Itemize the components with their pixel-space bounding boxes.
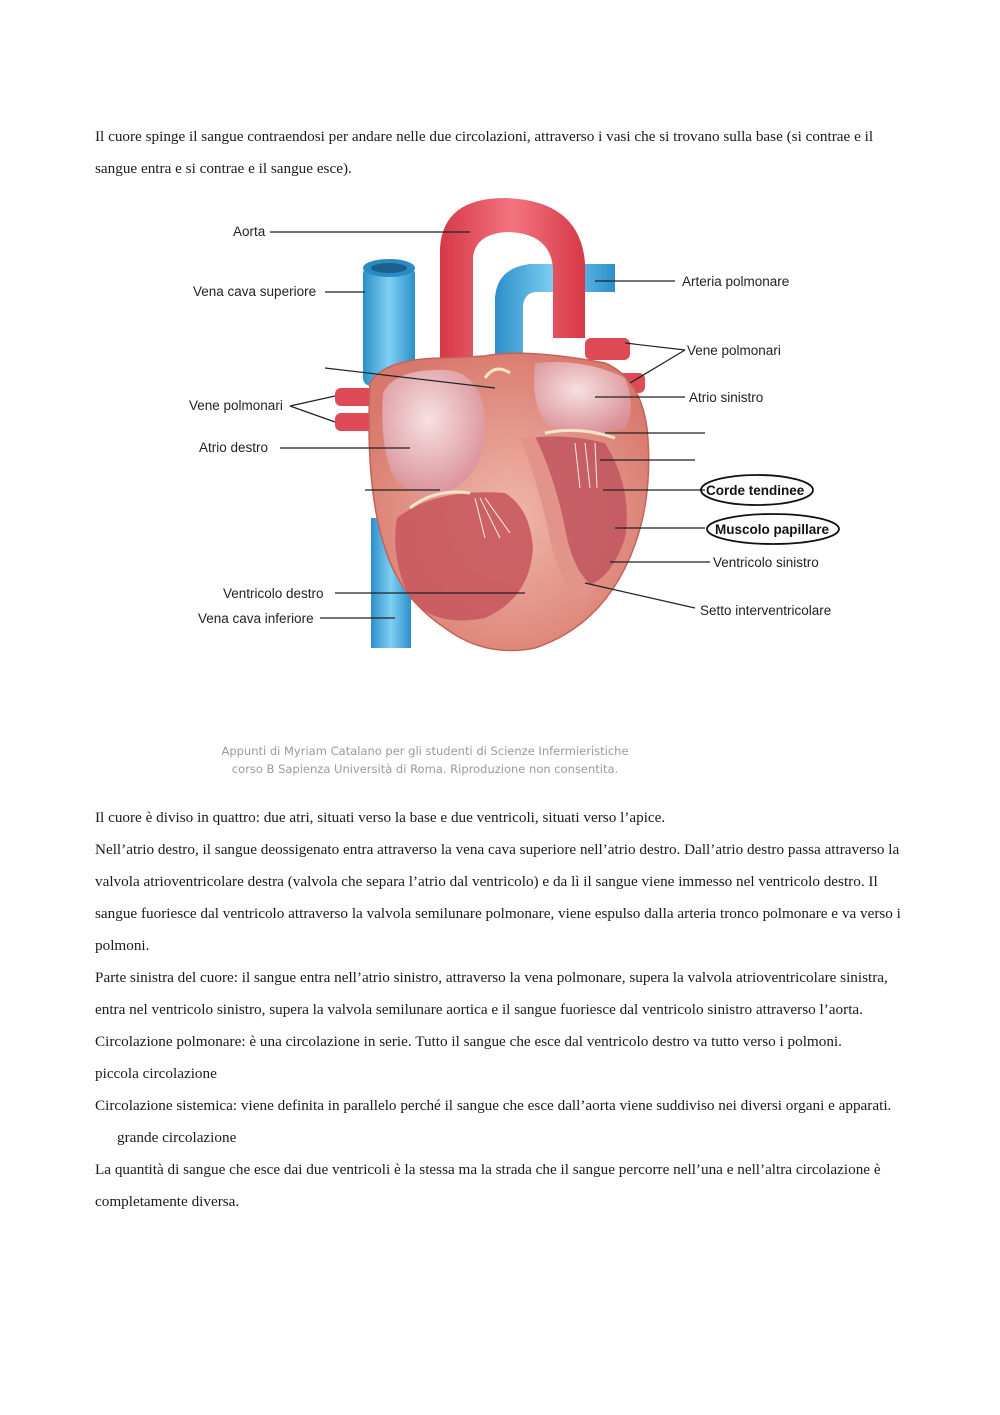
right-atrium-chamber [382,370,485,494]
note-small-circulation: piccola circolazione [95,1065,217,1082]
watermark-line-1: Appunti di Myriam Catalano per gli studenti di Scienze Infermieristiche [221,744,629,758]
label-atrio-sinistro: Atrio sinistro [689,390,764,405]
label-ventricolo-destro: Ventricolo destro [223,586,324,601]
systemic-text: Circolazione sistemica: viene definita in parallelo perché il sangue che esce dall’aorta viene suddiviso nei diversi organi e apparati. [95,1097,892,1114]
label-setto-interventricolare: Setto interventricolare [700,603,832,618]
label-vene-polmonari-right: Vene polmonari [687,343,781,358]
paragraph-left-heart: Parte sinistra del cuore: il sangue entra nell’atrio sinistro, attraverso la vena polmonare, supera la valvola atrioventricolare sinistra, entra nel ventricolo sinistro, supera la valvola semilunare aortica e il sangue fuoriesce dal ventricolo sinistro attraverso l’aorta. [95,969,888,1018]
watermark-line-2: corso B Sapienza Università di Roma. Riproduzione non consentita. [231,762,619,776]
paragraph-blood-quantity: La quantità di sangue che esce dai due ventricoli è la stessa ma la strada che il sangue percorre nell’una e nell’altra circolazione è completamente diversa. [95,1161,881,1210]
intro-paragraph: Il cuore spinge il sangue contraendosi per andare nelle due circolazioni, attraverso i vasi che si trovano sulla base (si contrae e il sangue entra e si contrae e il sangue esce). [95,128,874,177]
paragraph-systemic-circulation [95,1090,905,1154]
label-corde-tendinee: Corde tendinee [706,483,805,498]
label-aorta: Aorta [233,224,266,239]
note-large-circulation: grande circolazione [117,1129,237,1146]
label-vene-polmonari-left: Vene polmonari [189,398,283,413]
label-arteria-polmonare: Arteria polmonare [682,274,790,289]
paragraph-right-heart: Nell’atrio destro, il sangue deossigenato entra attraverso la vena cava superiore nell’atrio destro. Dall’atrio destro passa attraverso la valvola atrioventricolare destra (valvola che separa l’atrio dal ventricolo) e da lì il sangue viene immesso nel ventricolo destro. Il sangue fuoriesce dal ventricolo attraverso la valvola semilunare polmonare, viene espulso dalla arteria tronco polmonare e va verso i polmoni. [95,841,901,954]
paragraph-chambers: Il cuore è diviso in quattro: due atri, situati verso la base e due ventricoli, situati verso l’apice. [95,809,666,826]
label-muscolo-papillare: Muscolo papillare [715,522,830,537]
label-vena-cava-inferiore: Vena cava inferiore [198,611,314,626]
paragraph-pulmonary-circulation: Circolazione polmonare: è una circolazione in serie. Tutto il sangue che esce dal ventricolo destro va tutto verso i polmoni. [95,1033,842,1050]
heart-anatomy-figure [185,188,845,658]
label-atrio-destro: Atrio destro [199,440,269,455]
body-text [95,802,905,1218]
label-ventricolo-sinistro: Ventricolo sinistro [713,555,819,570]
label-vena-cava-superiore: Vena cava superiore [193,284,317,299]
